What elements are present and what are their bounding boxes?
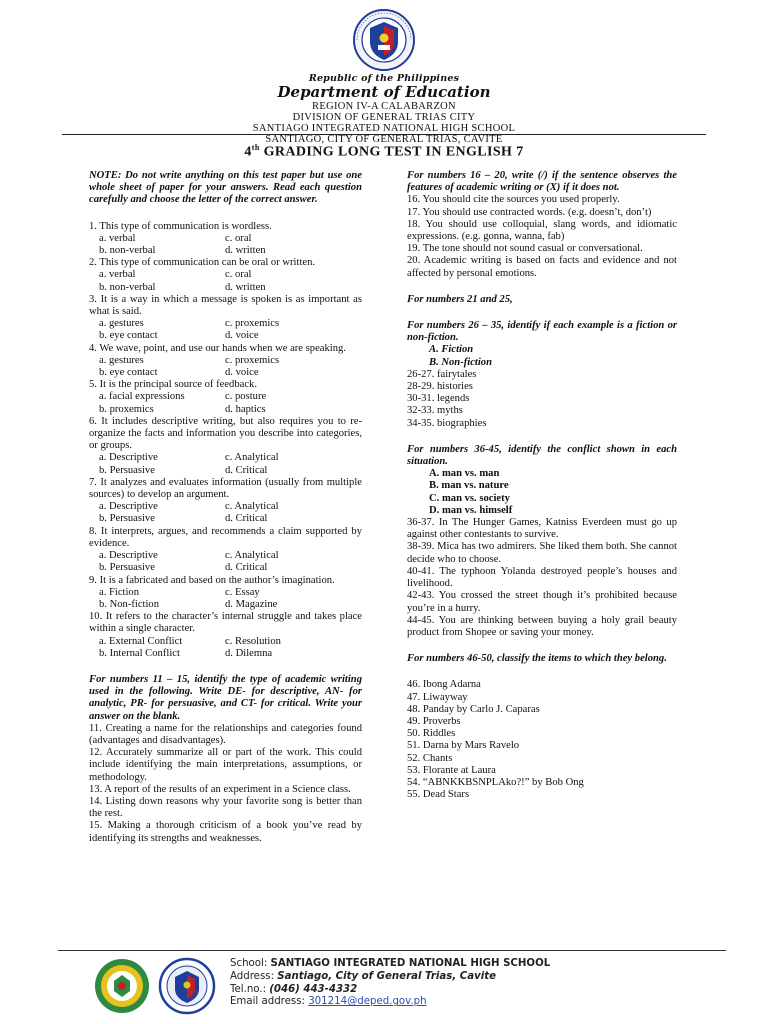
- instructions-36-45: For numbers 36-45, identify the conflict shown in each situation.: [407, 443, 677, 468]
- option: a. Descriptive: [99, 501, 158, 513]
- option-row: [89, 282, 362, 294]
- instructions-21-25: For numbers 21 and 25,: [407, 293, 513, 305]
- option-row: [89, 636, 362, 648]
- list-item: 51. Darna by Mars Ravelo: [407, 740, 520, 752]
- choice-man-vs-man: A. man vs. man: [429, 468, 500, 480]
- option: d. Dilemna: [225, 647, 273, 659]
- option-row: [89, 245, 362, 257]
- instructions-11-15: For numbers 11 – 15, identify the type of academic writing used in the following. Write DE- for descriptive, AN- for analytic, PR- for persuasive, and CT- for critical. Write your answer on the blank.: [89, 673, 362, 722]
- option: a. facial expressions: [99, 391, 185, 403]
- question-item: [89, 611, 362, 660]
- option-row: [89, 513, 362, 525]
- option: d. Magazine: [225, 598, 278, 610]
- division-line: DIVISION OF GENERAL TRIAS CITY: [292, 112, 476, 123]
- list-item: 28-29. histories: [407, 381, 473, 393]
- list-item: 48. Panday by Carlo J. Caparas: [407, 703, 540, 715]
- footer-address-value: Santiago, City of General Trias, Cavite: [277, 970, 496, 982]
- option: b. Persuasive: [99, 562, 155, 574]
- question-item: [89, 294, 362, 343]
- option: a. Descriptive: [99, 452, 158, 464]
- item-44-45: 44-45. You are thinking between buying a holy grail beauty product from Shopee or saving your money.: [407, 614, 677, 638]
- multiple-choice-list: [89, 221, 362, 660]
- choice-non-fiction: B. Non-fiction: [429, 356, 492, 368]
- option: b. non-verbal: [99, 245, 156, 257]
- question-text: 10. It refers to the character’s internal struggle and takes place within a single character.: [89, 611, 362, 635]
- option: c. oral: [225, 269, 252, 281]
- republic-line: Republic of the Philippines: [308, 73, 460, 84]
- option-row: [89, 452, 362, 464]
- option-row: [89, 367, 362, 379]
- item-12: 12. Accurately summarize all or part of the work. This could include identifying the main interpretations, assumptions, or methodology.: [89, 747, 362, 783]
- footer-school-row: [230, 958, 550, 971]
- instructions-46-50: For numbers 46-50, classify the items to which they belong.: [407, 653, 667, 665]
- footer-email-row: [230, 996, 550, 1009]
- question-item: [89, 379, 362, 416]
- option: a. Descriptive: [99, 550, 158, 562]
- question-text: 2. This type of communication can be oral or written.: [89, 257, 316, 269]
- option-row: [89, 404, 362, 416]
- option: a. External Conflict: [99, 635, 183, 647]
- option: c. oral: [225, 232, 252, 244]
- footer-address-row: [230, 971, 550, 984]
- item-16: 16. You should cite the sources you used properly.: [407, 194, 620, 206]
- choice-man-vs-himself: D. man vs. himself: [429, 504, 513, 516]
- test-note: NOTE: Do not write anything on this test paper but use one whole sheet of paper for your answers. Read each question carefully and choose the letter of the correct answer.: [89, 170, 362, 206]
- footer-tel-row: [230, 984, 550, 997]
- item-20: 20. Academic writing is based on facts and evidence and not affected by personal emotions.: [407, 255, 677, 279]
- title-text: GRADING LONG TEST IN ENGLISH 7: [259, 144, 524, 160]
- option: d. Critical: [225, 464, 268, 476]
- question-text: 6. It includes descriptive writing, but also requires you to re-organize the facts and information you describe into categories, or groups.: [89, 415, 362, 452]
- option: c. Resolution: [225, 635, 281, 647]
- item-13: 13. A report of the results of an experiment in a Science class.: [89, 783, 351, 795]
- instructions-16-20: For numbers 16 – 20, write (/) if the sentence observes the features of academic writing or (X) if it does not.: [407, 170, 677, 194]
- option: c. Analytical: [225, 452, 279, 464]
- option-row: [89, 501, 362, 513]
- option-row: [89, 465, 362, 477]
- list-item: 52. Chants: [407, 752, 453, 764]
- footer-school-value: SANTIAGO INTEGRATED NATIONAL HIGH SCHOOL: [270, 958, 551, 969]
- footer-school-label: School:: [230, 958, 271, 969]
- letterhead: [0, 8, 768, 145]
- question-text: 8. It interprets, argues, and recommends a claim supported by evidence.: [89, 525, 362, 549]
- option: b. proxemics: [99, 403, 154, 415]
- option-row: [89, 599, 362, 611]
- option: d. Critical: [225, 562, 268, 574]
- list-item: 50. Riddles: [407, 728, 456, 740]
- fiction-choices: [407, 344, 677, 368]
- question-item: [89, 477, 362, 526]
- option: b. Persuasive: [99, 513, 155, 525]
- option: b. Persuasive: [99, 464, 155, 476]
- footer-email-link[interactable]: 301214@deped.gov.ph: [308, 996, 427, 1008]
- item-40-41: 40-41. The typhoon Yolanda destroyed people’s houses and livelihood.: [407, 565, 677, 590]
- question-item: [89, 343, 362, 380]
- question-text: 1. This type of communication is wordless.: [89, 220, 272, 232]
- item-38-39: 38-39. Mica has two admirers. She liked them both. She cannot decide who to choose.: [407, 541, 677, 565]
- option: d. haptics: [225, 403, 266, 415]
- option: a. gestures: [99, 354, 144, 366]
- instructions-26-35: For numbers 26 – 35, identify if each example is a fiction or non-fiction.: [407, 320, 677, 344]
- list-item: 49. Proverbs: [407, 715, 461, 727]
- item-18: 18. You should use colloquial, slang words, and idiomatic expressions. (e.g. gonna, wanna, fab): [407, 218, 677, 243]
- list-item: 54. “ABNKKBSNPLAko?!” by Bob Ong: [407, 776, 584, 788]
- footer-address-label: Address:: [230, 970, 278, 982]
- item-19: 19. The tone should not sound casual or conversational.: [407, 243, 643, 255]
- option-row: [89, 355, 362, 367]
- option-row: [89, 550, 362, 562]
- question-text: 3. It is a way in which a message is spoken is as important as what is said.: [89, 293, 362, 318]
- option: a. verbal: [99, 269, 136, 281]
- list-item: 34-35. biographies: [407, 417, 487, 429]
- item-11: 11. Creating a name for the relationships and categories found (advantages and disadvantages).: [89, 722, 362, 746]
- option: a. gestures: [99, 318, 144, 330]
- option-row: [89, 562, 362, 574]
- classify-item-list: [407, 679, 677, 801]
- option: c. proxemics: [225, 318, 280, 330]
- question-text: 5. It is the principal source of feedback.: [89, 379, 257, 391]
- question-text: 7. It analyzes and evaluates information (usually from multiple sources) to develop an argument.: [89, 476, 362, 501]
- option: b. eye contact: [99, 330, 158, 342]
- option-row: [89, 648, 362, 660]
- right-column: [407, 170, 677, 801]
- option: b. Non-fiction: [99, 598, 160, 610]
- question-text: 4. We wave, point, and use our hands when we are speaking.: [89, 342, 346, 354]
- department-name: Department of Education: [277, 83, 491, 101]
- footer-divider: [58, 950, 726, 951]
- option: b. non-verbal: [99, 281, 156, 293]
- option: c. Analytical: [225, 501, 279, 513]
- test-title: [0, 143, 768, 161]
- choice-man-vs-society: C. man vs. society: [429, 492, 510, 504]
- option: d. voice: [225, 330, 259, 342]
- list-item: 46. Ibong Adarna: [407, 679, 481, 691]
- option: b. Internal Conflict: [99, 647, 180, 659]
- option: c. Analytical: [225, 550, 279, 562]
- question-item: [89, 416, 362, 477]
- choice-man-vs-nature: B. man vs. nature: [429, 480, 509, 492]
- list-item: 26-27. fairytales: [407, 368, 477, 380]
- header-divider: [62, 134, 706, 135]
- choice-fiction: A. Fiction: [429, 344, 474, 356]
- question-item: [89, 526, 362, 575]
- option-row: [89, 318, 362, 330]
- option-row: [89, 330, 362, 342]
- option: c. posture: [225, 391, 267, 403]
- footer-contact: [230, 958, 550, 1009]
- option-row: [89, 587, 362, 599]
- item-17: 17. You should use contracted words. (e.g. doesn’t, don’t): [407, 206, 652, 218]
- option: d. voice: [225, 367, 259, 379]
- title-ordinal-suffix: th: [251, 143, 260, 152]
- fiction-item-list: [407, 369, 677, 430]
- option-row: [89, 269, 362, 281]
- list-item: 32-33. myths: [407, 405, 463, 417]
- option: b. eye contact: [99, 367, 158, 379]
- option: d. written: [225, 245, 266, 257]
- title-ordinal: 4: [244, 144, 252, 160]
- address-line: SANTIAGO, CITY OF GENERAL TRIAS, CAVITE: [265, 134, 503, 145]
- footer-tel-label: Tel.no.:: [230, 983, 270, 995]
- region-line: REGION IV-A CALABARZON: [312, 101, 456, 112]
- conflict-choices: [407, 468, 677, 517]
- option: c. proxemics: [225, 354, 280, 366]
- item-42-43: 42-43. You crossed the street though it’s prohibited because you’re in a hurry.: [407, 590, 677, 614]
- item-14: 14. Listing down reasons why your favorite song is better than the rest.: [89, 795, 362, 820]
- division-logo-icon: [160, 959, 214, 1013]
- option: d. written: [225, 281, 266, 293]
- deped-seal-icon: [349, 8, 419, 72]
- left-column: [89, 170, 362, 845]
- list-item: 30-31. legends: [407, 393, 470, 405]
- school-logo-icon: [95, 959, 149, 1013]
- question-item: [89, 221, 362, 258]
- option: c. Essay: [225, 586, 260, 598]
- list-item: 47. Liwayway: [407, 691, 468, 703]
- option-row: [89, 233, 362, 245]
- item-36-37: 36-37. In The Hunger Games, Katniss Everdeen must go up against other contestants to survive.: [407, 517, 677, 541]
- option-row: [89, 391, 362, 403]
- item-15: 15. Making a thorough criticism of a book you’ve read by identifying its strengths and weaknesses.: [89, 820, 362, 844]
- list-item: 53. Florante at Laura: [407, 764, 496, 776]
- list-item: 55. Dead Stars: [407, 789, 470, 801]
- option: a. Fiction: [99, 586, 140, 598]
- footer-email-label: Email address:: [230, 996, 309, 1008]
- school-line: SANTIAGO INTEGRATED NATIONAL HIGH SCHOOL: [252, 123, 516, 134]
- question-item: [89, 257, 362, 294]
- option: a. verbal: [99, 232, 136, 244]
- question-item: [89, 575, 362, 612]
- option: d. Critical: [225, 513, 268, 525]
- footer-tel-value: (046) 443-4332: [269, 983, 358, 995]
- question-text: 9. It is a fabricated and based on the author’s imagination.: [89, 574, 335, 586]
